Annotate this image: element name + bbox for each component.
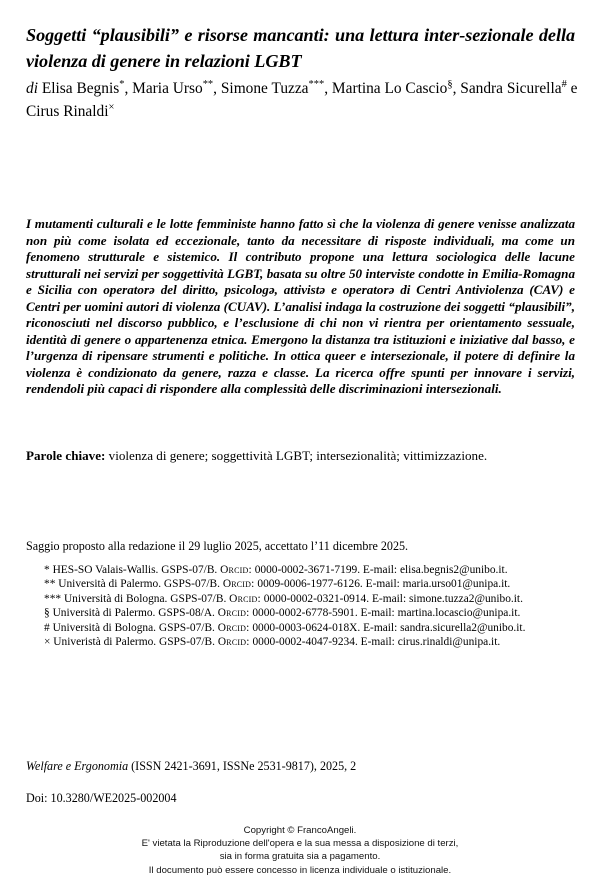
author-name: Simone Tuzza	[220, 80, 309, 97]
footnote-entry	[26, 635, 575, 649]
footnote-affiliation: Università di Bologna.	[52, 621, 157, 634]
keywords-line	[26, 448, 575, 465]
abstract-paragraph: I mutamenti culturali e le lotte femministe hanno fatto sì che la violenza di genere venisse analizzata non più come isolata ed eccezionale, tanto da necessitare di risposte individuali, ma come un fenomeno strutturale e sistemico. Il contributo propone una lettura sociologica delle lacune strutturali nei servizi per soggettività LGBT, basata su oltre 50 interviste condotte in Emilia-Romagna e Sicilia con operatorə del diritto, psicologə, attivistə e operatorə di Centri Antiviolenza (CAV) e Centri per uomini autori di violenza (CUAV). L’analisi indaga la costruzione dei soggetti “plausibili”, riconosciuti nel discorso pubblico, e l’esclusione di chi non vi rientra per orientamento sessuale, identità di genere o appartenenza etnica. Emergono la distanza tra istituzioni e iniziative dal basso, e l’urgenza di ripensare strumenti e politiche. In ottica queer e intersezionale, il potere di definire la violenza è condizionato da genere, razza e classe. La ricerca offre spunti per innovare i servizi, rendendoli più capaci di rispondere alla complessità delle discriminazioni intersezionali.	[26, 216, 575, 397]
footnote-entry	[26, 606, 575, 620]
footnote-sector-code: GSPS-08/A.	[158, 607, 215, 620]
author-byline: di Elisa Begnis*, Maria Urso**, Simone Tuzza***, Martina Lo Cascio§, Sandra Sicurella# e Cirus Rinaldi×	[26, 78, 578, 120]
author-name: Cirus Rinaldi	[26, 103, 109, 120]
doi-reference	[26, 790, 575, 806]
footnote-email-label: E-mail:	[362, 564, 398, 576]
footnote-marker: #	[44, 621, 50, 634]
footnote-email-label: E-mail:	[360, 607, 395, 620]
footnote-orcid-label: Orcid:	[220, 564, 252, 576]
footnote-email-value: cirus.rinaldi@unipa.it.	[397, 636, 501, 649]
footnote-orcid-value: 0000-0002-6778-5901.	[252, 607, 358, 620]
footnote-orcid-value: 0000-0002-4047-9234.	[252, 636, 358, 649]
footnote-affiliation: Università di Bologna.	[63, 592, 168, 605]
author-name: Elisa Begnis	[41, 80, 120, 97]
footnote-marker: ***	[44, 592, 62, 605]
copyright-line-2: E' vietata la Riproduzione dell'opera e la sua messa a disposizione di terzi,	[141, 838, 459, 850]
footnote-entry	[26, 577, 575, 591]
copyright-footer	[0, 824, 600, 877]
byline-prefix: di	[26, 80, 38, 97]
footnote-email-label: E-mail:	[365, 578, 400, 591]
footnote-sector-code: GSPS-07/B.	[170, 592, 227, 605]
journal-reference	[26, 758, 575, 774]
copyright-line-1: Copyright © FrancoAngeli.	[243, 825, 357, 836]
author-name: Maria Urso	[132, 80, 203, 97]
footnote-orcid-value: 0009-0006-1977-6126.	[257, 578, 363, 591]
footnote-entry	[26, 621, 575, 635]
journal-issn: (ISSN 2421-3691, ISSNe 2531-9817), 2025, 2	[131, 759, 357, 773]
author-footnotes	[26, 563, 575, 650]
footnote-email-value: elisa.begnis2@unibo.it.	[399, 564, 508, 576]
author-footnote-marker: **	[202, 78, 214, 90]
author-footnote-marker: *	[119, 78, 125, 90]
author-name: Sandra Sicurella	[460, 80, 562, 97]
submission-note: Saggio proposto alla redazione il 29 luglio 2025, accettato l’11 dicembre 2025.	[26, 539, 409, 553]
footnote-email-label: E-mail:	[371, 592, 407, 605]
footnote-sector-code: GSPS-07/B.	[158, 636, 215, 649]
footnote-sector-code: GSPS-07/B.	[158, 621, 215, 634]
footnote-email-value: martina.locascio@unipa.it.	[397, 607, 521, 620]
footnote-marker: **	[44, 578, 56, 591]
author-footnote-marker: §	[447, 78, 453, 90]
footnote-orcid-label: Orcid:	[217, 636, 250, 649]
footnote-orcid-value: 0000-0002-3671-7199.	[254, 564, 361, 576]
footnote-sector-code: GSPS-07/B.	[161, 564, 218, 576]
footnote-orcid-label: Orcid:	[217, 607, 250, 620]
doi-label: Doi:	[26, 791, 48, 805]
author-footnote-marker: ×	[108, 101, 115, 113]
footnote-marker: §	[44, 607, 50, 620]
footnote-affiliation: Univeristà di Palermo.	[53, 636, 157, 649]
footnote-email-value: sandra.sicurella2@unibo.it.	[400, 621, 526, 634]
footnote-affiliation: Università di Palermo.	[58, 578, 162, 591]
keywords-label: Parole chiave:	[26, 448, 106, 463]
footnote-orcid-label: Orcid:	[222, 578, 255, 591]
footnote-orcid-label: Orcid:	[229, 592, 261, 605]
author-name: Martina Lo Cascio	[331, 80, 448, 97]
footnote-affiliation: Università di Palermo.	[52, 607, 156, 620]
footnote-email-label: E-mail:	[363, 621, 398, 634]
abstract-text	[26, 216, 575, 398]
footnote-marker: *	[44, 564, 50, 576]
page-title: Soggetti “plausibili” e risorse mancanti: una lettura inter-sezionale della violenza di genere in relazioni LGBT	[26, 25, 575, 72]
keywords-value: violenza di genere; soggettività LGBT; intersezionalità; vittimizzazione.	[108, 448, 488, 463]
footnote-sector-code: GSPS-07/B.	[163, 578, 220, 591]
footnote-orcid-value: 0000-0002-0321-0914.	[263, 592, 370, 605]
copyright-line-3: sia in forma gratuita sia a pagamento.	[219, 851, 381, 863]
copyright-line-4: Il documento può essere concesso in licenza individuale o istituzionale.	[148, 864, 452, 876]
footnote-email-value: maria.urso01@unipa.it.	[402, 578, 511, 591]
author-footnote-marker: ***	[308, 78, 325, 90]
footnote-email-value: simone.tuzza2@unibo.it.	[408, 592, 523, 605]
author-footnote-marker: #	[561, 78, 567, 90]
footnote-entry	[26, 563, 575, 577]
footnote-orcid-value: 0000-0003-0624-018X.	[252, 621, 361, 634]
footnote-orcid-label: Orcid:	[217, 621, 250, 634]
footnote-entry	[26, 592, 575, 606]
doi-value: 10.3280/WE2025-002004	[50, 791, 177, 805]
footnote-marker: ×	[44, 636, 51, 649]
footnote-email-label: E-mail:	[360, 636, 395, 649]
footnote-affiliation: HES-SO Valais-Wallis.	[52, 564, 159, 576]
journal-title: Welfare e Ergonomia	[26, 759, 129, 773]
